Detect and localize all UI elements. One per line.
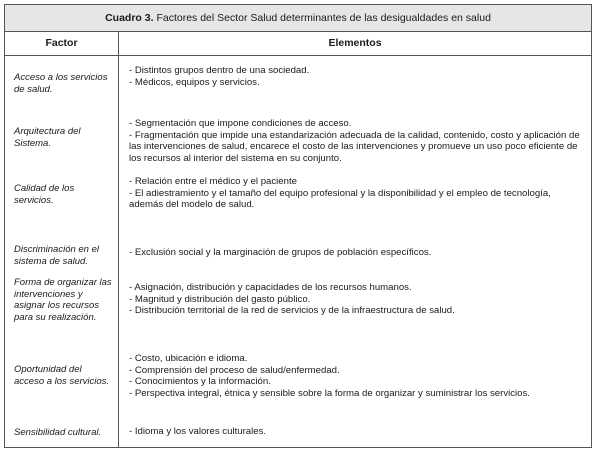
elemento-item: - Fragmentación que impide una estandarización adecuada de la calidad, contenido, costo y aplicación de las intervenciones de salud, encarece el costo de las intervenciones y promueve un uso poco eficiente de los recursos al interior del sistema en su conjunto. [129,129,580,164]
table [4,4,592,448]
elementos-cell [129,118,585,164]
factor-cell: Forma de organizar las intervenciones y asignar los recursos para su realización. [14,277,112,323]
elementos-cell [129,176,585,211]
elementos-cell [129,282,585,317]
elementos-cell [129,426,585,438]
elemento-item: - Distribución territorial de la red de servicios y de la infraestructura de salud. [129,305,455,316]
elemento-item: - Conocimientos y la información. [129,376,271,387]
table-header [5,32,591,56]
elementos-column [119,56,591,448]
header-factor: Factor [5,32,119,55]
caption-title: Factores del Sector Salud determinantes de las desigualdades en salud [153,12,491,24]
factor-cell: Oportunidad del acceso a los servicios. [14,364,110,387]
factor-column [5,56,119,448]
elementos-cell [129,247,585,259]
elemento-item: - Costo, ubicación e idioma. [129,353,248,364]
factor-cell: Discriminación en el sistema de salud. [14,244,100,267]
elemento-item: - Relación entre el médico y el paciente [129,176,297,187]
elemento-item: - Segmentación que impone condiciones de acceso. [129,118,352,129]
elemento-item: - El adiestramiento y el tamaño del equipo profesional y la disponibilidad y el empleo de tecnología, además del modelo de salud. [129,187,551,210]
header-elementos: Elementos [328,37,382,49]
factor-cell: Calidad de los servicios. [14,183,75,206]
elemento-item: - Asignación, distribución y capacidades de los recursos humanos. [129,282,412,293]
factor-cell: Arquitectura del Sistema. [14,126,81,149]
elementos-cell [129,353,585,399]
factor-cell: Acceso a los servicios de salud. [14,72,108,95]
elementos-cell [129,65,585,88]
elemento-item: - Comprensión del proceso de salud/enfermedad. [129,364,340,376]
elemento-item: - Exclusión social y la marginación de grupos de población específicos. [129,247,432,258]
elemento-item: - Médicos, equipos y servicios. [129,76,260,88]
elemento-item: - Perspectiva integral, étnica y sensible sobre la forma de organizar y suministrar los servicios. [129,387,530,399]
caption-label: Cuadro 3. [105,12,154,24]
factor-cell: Sensibilidad cultural. [14,427,102,438]
elemento-item: - Magnitud y distribución del gasto público. [129,293,311,305]
elemento-item: - Distintos grupos dentro de una sociedad. [129,65,310,76]
table-caption [5,5,591,32]
elemento-item: - Idioma y los valores culturales. [129,426,267,437]
table-body [5,56,591,448]
